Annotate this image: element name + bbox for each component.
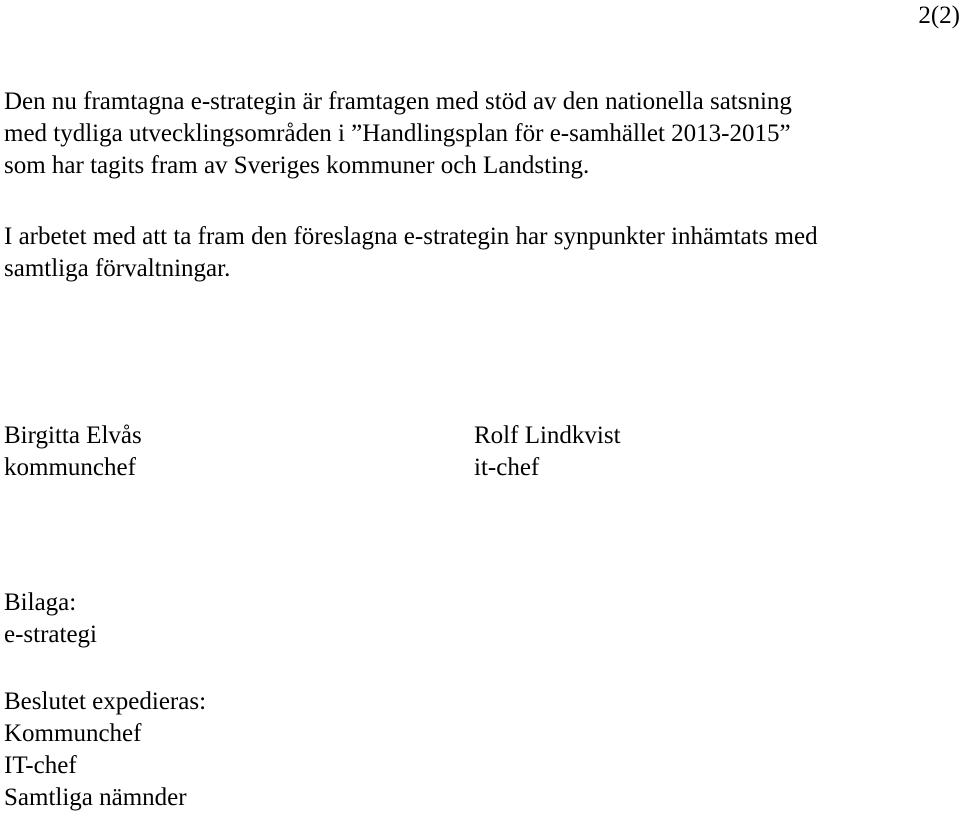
distribution-label: Beslutet expedieras: (4, 688, 207, 715)
distribution-recipient: IT-chef (4, 752, 77, 779)
attachment-label: Bilaga: (4, 589, 77, 616)
page-number: 2(2) (918, 2, 960, 29)
signature-right (474, 420, 621, 484)
body-paragraph-2 (4, 221, 818, 285)
signatory-name: Rolf Lindkvist (474, 422, 621, 449)
body-paragraph-1 (4, 86, 792, 182)
signatory-title: it-chef (474, 454, 540, 481)
paragraph-line: med tydliga utvecklingsområden i ”Handlingsplan för e-samhället 2013-2015” (4, 120, 791, 147)
distribution-recipient: Samtliga nämnder (4, 784, 187, 811)
distribution-section (4, 686, 206, 814)
attachment-section (4, 587, 97, 651)
paragraph-line: som har tagits fram av Sveriges kommuner och Landsting. (4, 152, 590, 179)
signatory-name: Birgitta Elvås (4, 422, 142, 449)
distribution-recipient: Kommunchef (4, 720, 142, 747)
paragraph-line: I arbetet med att ta fram den föreslagna e-strategin har synpunkter inhämtats med (4, 223, 818, 250)
paragraph-line: Den nu framtagna e-strategin är framtagen med stöd av den nationella satsning (4, 88, 792, 115)
signature-left (4, 420, 142, 484)
signatory-title: kommunchef (4, 454, 136, 481)
paragraph-line: samtliga förvaltningar. (4, 255, 231, 282)
attachment-item: e-strategi (4, 621, 98, 648)
